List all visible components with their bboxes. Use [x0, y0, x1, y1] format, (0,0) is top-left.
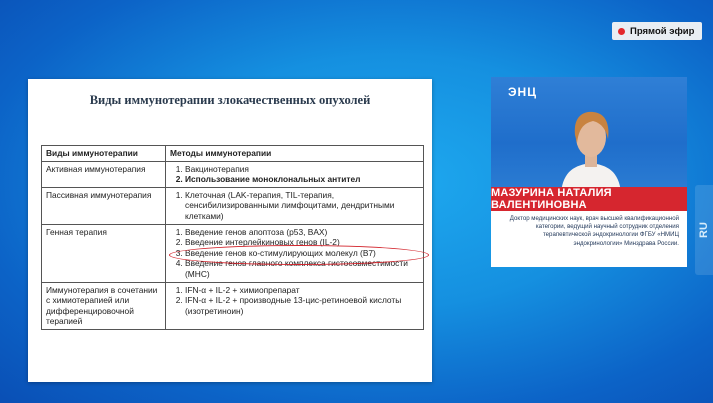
table-header-cell: Методы иммунотерапии: [166, 146, 424, 162]
table-row: [42, 224, 424, 282]
table-cell-type: Пассивная иммунотерапия: [42, 187, 166, 224]
table-cell-methods: [166, 161, 424, 187]
slide-title: Виды иммунотерапии злокачественных опухолей: [89, 93, 371, 107]
live-dot-icon: [618, 28, 625, 35]
table-cell-methods: [166, 187, 424, 224]
speaker-name: МАЗУРИНА НАТАЛИЯ ВАЛЕНТИНОВНА: [491, 187, 687, 211]
table-row: [42, 161, 424, 187]
method-item: 3. Введение генов ко-стимулирующих молекул (B7): [185, 248, 419, 259]
presentation-slide: [28, 79, 432, 382]
method-item: 1. Введение генов апоптоза (p53, BAX): [185, 227, 419, 238]
table-cell-type: Генная терапия: [42, 224, 166, 282]
method-item-highlighted: 2. Использование моноклональных антител: [185, 174, 419, 185]
live-broadcast-badge[interactable]: [612, 22, 702, 40]
table-header-row: [42, 146, 424, 162]
method-item: 1. Вакцинотерапия: [185, 164, 419, 175]
table-cell-methods: [166, 224, 424, 282]
method-item: 2. IFN-α + IL-2 + производные 13-цис-ретиноевой кислоты (изотретиноин): [185, 295, 419, 316]
table-row: [42, 282, 424, 329]
table-cell-methods: [166, 282, 424, 329]
method-item: 1. Клеточная (LAK-терапия, TIL-терапия, сенсибилизированными лимфоцитами, дендритными клетками): [185, 190, 419, 222]
table-row: [42, 187, 424, 224]
table-header-cell: Виды иммунотерапии: [42, 146, 166, 162]
language-tab-label: RU: [697, 222, 710, 238]
method-item: 4. Введение генов главного комплекса гистосовместимости (MHC): [185, 258, 419, 279]
immunotherapy-table: [41, 145, 424, 330]
institute-logo: ЭНЦ: [508, 85, 537, 99]
live-badge-label: Прямой эфир: [630, 25, 695, 37]
speaker-silhouette-icon: [551, 99, 631, 193]
table-cell-type: Иммунотерапия в сочетании с химиотерапией или дифференцировочной терапией: [42, 282, 166, 329]
speaker-video: [491, 77, 687, 267]
method-item: 2. Введение интерлейкиновых генов (IL-2): [185, 237, 419, 248]
method-item: 1. IFN-α + IL-2 + химиопрепарат: [185, 285, 419, 296]
table-cell-type: Активная иммунотерапия: [42, 161, 166, 187]
language-tab-ru[interactable]: [695, 185, 713, 275]
speaker-description: Доктор медицинских наук, врач высшей квалификационной категории, ведущий научный сотрудник отделения терапевтической эндокринологии ФГБУ «НМИЦ эндокринологии» Минздрава России.: [509, 215, 679, 247]
